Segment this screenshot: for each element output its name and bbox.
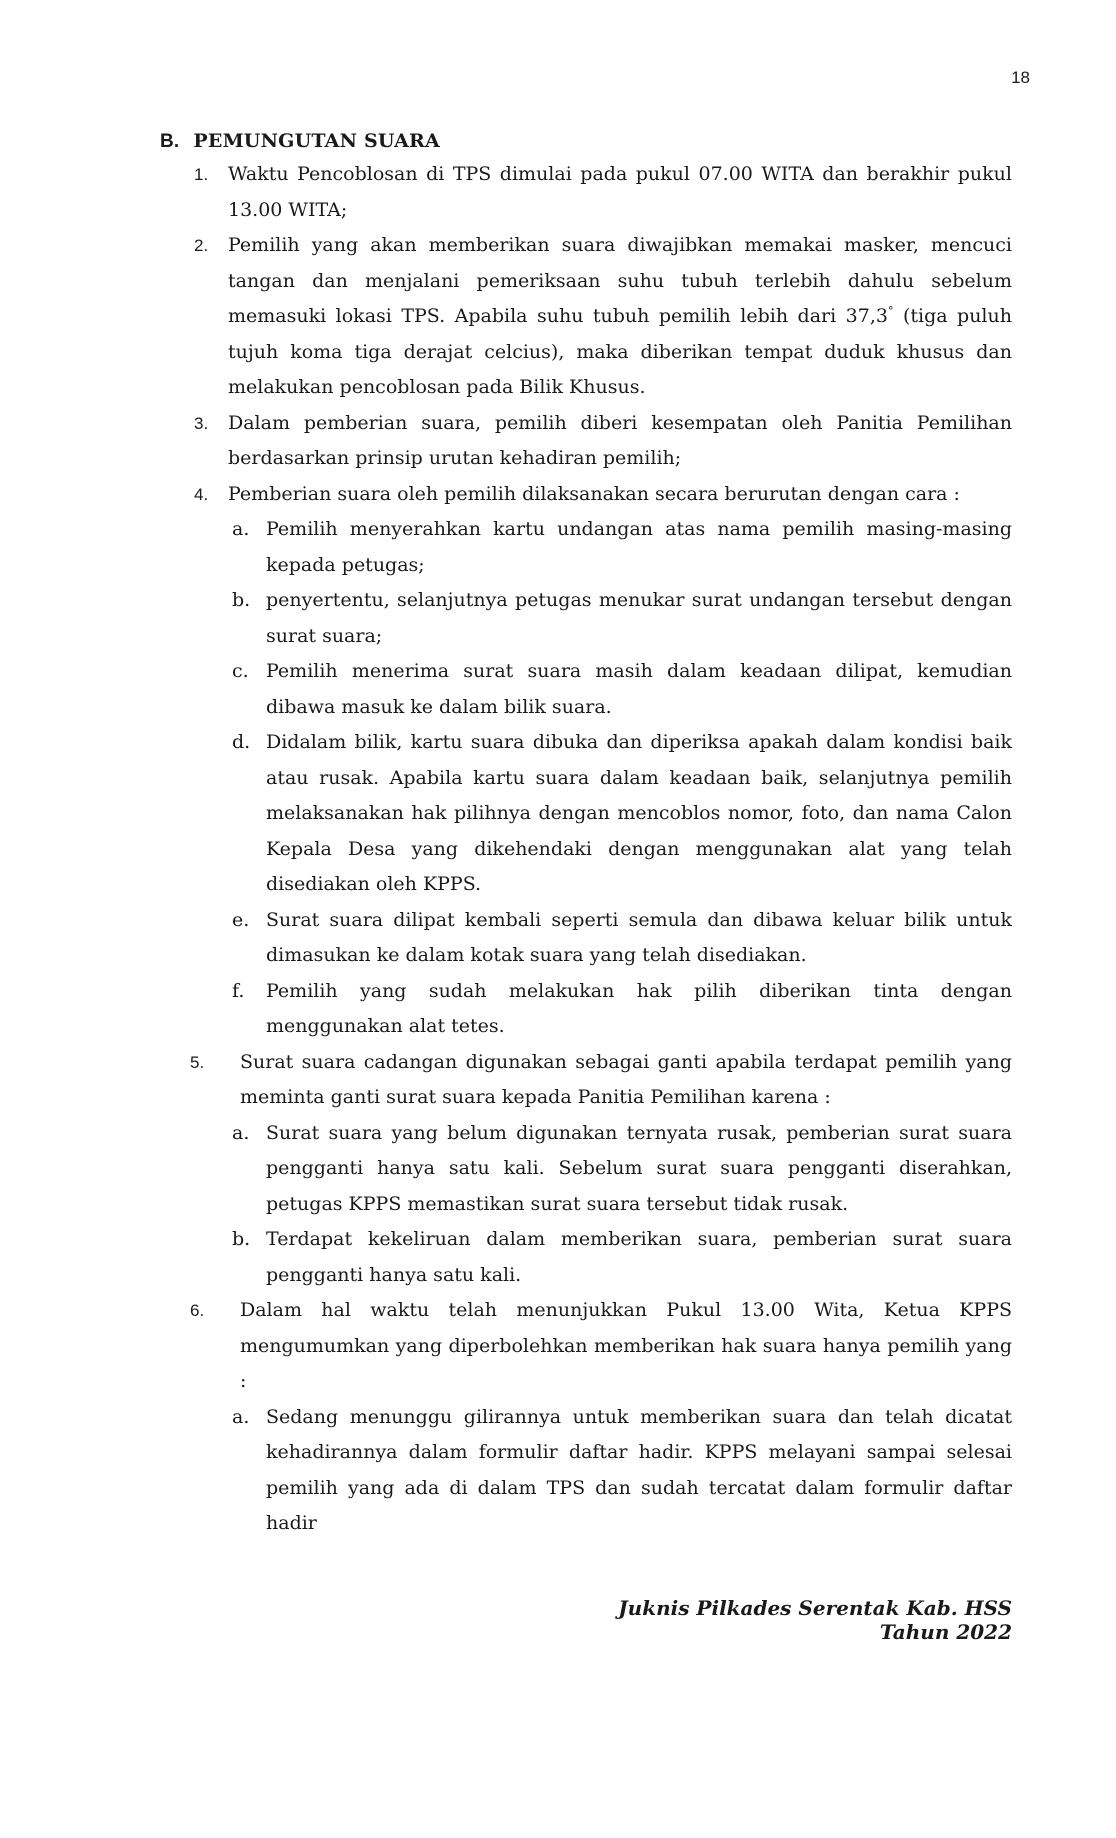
- section-heading: [160, 130, 1012, 153]
- sub-item-6a: [160, 1400, 1012, 1542]
- item-number: 6.: [190, 1301, 205, 1320]
- item-number: 4.: [194, 484, 209, 504]
- sub-item-text: Sedang menunggu gilirannya untuk memberikan suara dan telah dicatat kehadirannya dalam formulir daftar hadir. KPPS melayani sampai selesai pemilih yang ada di dalam TPS dan sudah tercatat dalam formulir daftar hadir: [266, 1405, 1012, 1534]
- sub-item-letter: a.: [232, 1121, 250, 1144]
- list-item-3: [160, 406, 1012, 477]
- sub-item-4b: [160, 583, 1012, 654]
- sub-item-text: Pemilih menyerahkan kartu undangan atas nama pemilih masing-masing kepada petugas;: [266, 518, 1012, 576]
- sub-item-5a: [160, 1116, 1012, 1223]
- list-item-4: [160, 477, 1012, 513]
- item-number: 3.: [194, 413, 209, 433]
- sub-item-4d: [160, 725, 1012, 903]
- document-body: [160, 130, 1012, 1542]
- sub-item-letter: b.: [232, 589, 251, 611]
- sub-item-4e: [160, 903, 1012, 974]
- sub-item-letter: c.: [232, 660, 249, 682]
- item-text: Dalam pemberian suara, pemilih diberi kesempatan oleh Panitia Pemilihan berdasarkan prinsip urutan kehadiran pemilih;: [228, 411, 1012, 469]
- sub-item-letter: a.: [232, 1405, 250, 1428]
- item-text: Dalam hal waktu telah menunjukkan Pukul 13.00 Wita, Ketua KPPS mengumumkan yang diperbolehkan memberikan hak suara hanya pemilih yang :: [240, 1299, 1012, 1392]
- item-number: 1.: [194, 165, 209, 184]
- section-title: PEMUNGUTAN SUARA: [193, 130, 440, 152]
- sub-item-letter: f.: [232, 979, 245, 1002]
- sub-item-text: penyertentu, selanjutnya petugas menukar surat undangan tersebut dengan surat suara;: [266, 589, 1012, 647]
- section-letter: B.: [160, 131, 180, 152]
- item-text: Pemberian suara oleh pemilih dilaksanakan secara berurutan dengan cara :: [228, 482, 960, 505]
- sub-item-text: Didalam bilik, kartu suara dibuka dan diperiksa apakah dalam kondisi baik atau rusak. Apabila kartu suara dalam keadaan baik, selanjutnya pemilih melaksanakan hak pilihnya dengan mencoblos nomor, foto, dan nama Calon Kepala Desa yang dikehendaki dengan menggunakan alat yang telah disediakan oleh KPPS.: [266, 731, 1012, 895]
- sub-item-5b: [160, 1222, 1012, 1293]
- sub-item-letter: d.: [232, 731, 251, 753]
- list-item-2: [160, 228, 1012, 406]
- sub-item-4a: [160, 512, 1012, 583]
- list-item-6: [160, 1293, 1012, 1400]
- sub-item-letter: e.: [232, 908, 250, 931]
- sub-item-text: Pemilih yang sudah melakukan hak pilih diberikan tinta dengan menggunakan alat tetes.: [266, 979, 1012, 1037]
- sub-item-text: Pemilih menerima surat suara masih dalam keadaan dilipat, kemudian dibawa masuk ke dalam bilik suara.: [266, 660, 1012, 718]
- item-text-continued: (tiga puluh tujuh koma tiga derajat celcius), maka diberikan tempat duduk khusus dan melakukan pencoblosan pada Bilik Khusus.: [228, 305, 1012, 398]
- sub-item-letter: a.: [232, 518, 250, 540]
- degree-symbol: °: [887, 304, 894, 318]
- sub-item-text: Surat suara yang belum digunakan ternyata rusak, pemberian surat suara pengganti hanya satu kali. Sebelum surat suara pengganti diserahkan, petugas KPPS memastikan surat suara tersebut tidak rusak.: [266, 1121, 1012, 1215]
- item-text: Surat suara cadangan digunakan sebagai ganti apabila terdapat pemilih yang meminta ganti surat suara kepada Panitia Pemilihan karena :: [240, 1050, 1012, 1108]
- item-number: 2.: [194, 236, 209, 255]
- sub-item-letter: b.: [232, 1228, 251, 1250]
- sub-item-4f: [160, 974, 1012, 1045]
- page-footer: Juknis Pilkades Serentak Kab. HSS Tahun 2022: [618, 1596, 1012, 1644]
- item-text: Waktu Pencoblosan di TPS dimulai pada pukul 07.00 WITA dan berakhir pukul 13.00 WITA;: [228, 163, 1012, 221]
- sub-item-4c: [160, 654, 1012, 725]
- list-item-5: [160, 1045, 1012, 1116]
- page-number: 18: [1011, 68, 1030, 87]
- list-item-1: [160, 157, 1012, 228]
- sub-item-text: Terdapat kekeliruan dalam memberikan suara, pemberian surat suara pengganti hanya satu kali.: [266, 1228, 1012, 1286]
- sub-item-text: Surat suara dilipat kembali seperti semula dan dibawa keluar bilik untuk dimasukan ke dalam kotak suara yang telah disediakan.: [266, 908, 1012, 966]
- item-number: 5.: [190, 1052, 205, 1072]
- item-text: Pemilih yang akan memberikan suara diwajibkan memakai masker, mencuci tangan dan menjalani pemeriksaan suhu tubuh terlebih dahulu sebelum memasuki lokasi TPS. Apabila suhu tubuh pemilih lebih dari 37,3: [228, 234, 1012, 327]
